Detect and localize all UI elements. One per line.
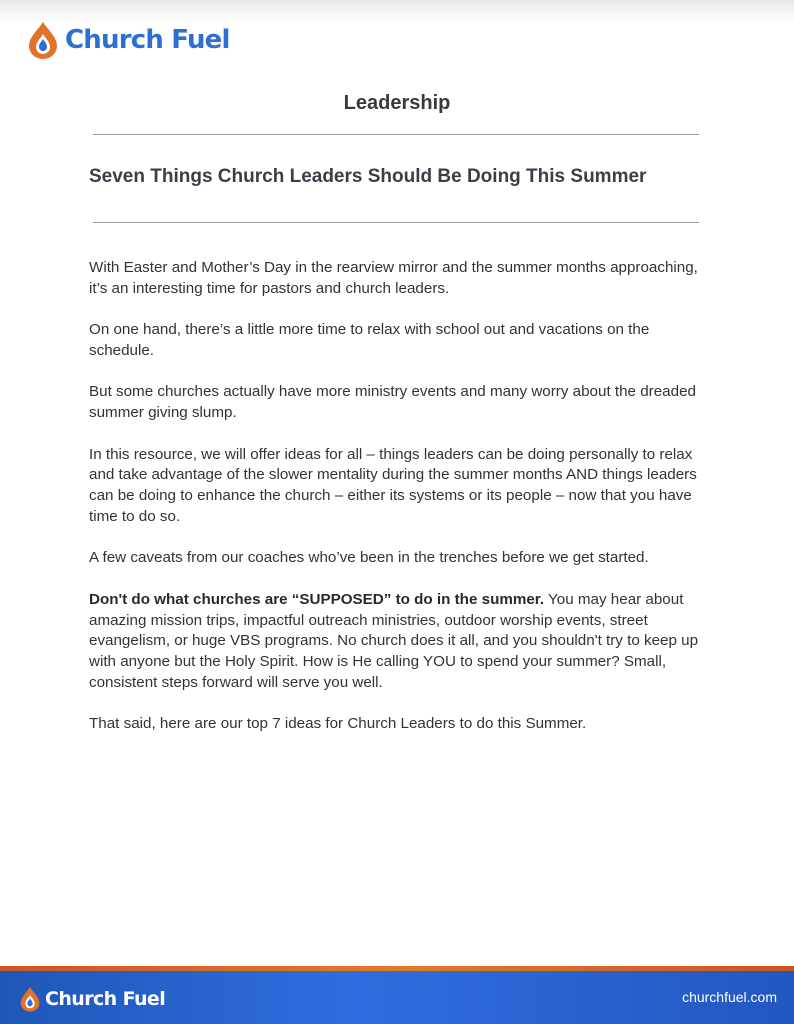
- paragraph-closing: That said, here are our top 7 ideas for Church Leaders to do this Summer.: [89, 715, 587, 733]
- section-label: Leadership: [343, 92, 451, 114]
- document-title: Seven Things Church Leaders Should Be Doing This Summer: [89, 166, 647, 187]
- footer: [0, 966, 794, 1024]
- caveat-text: You may hear about amazing mission trips, impactful outreach ministries, outdoor worship events, street evangelism, or huge VBS programs. No church does it all, and you shouldn't try to keep up with anyone but the Holy Spirit. How is He calling YOU to spend your summer? Small, consistent steps forward will serve you well.: [89, 590, 699, 691]
- divider-top: [93, 134, 699, 135]
- church-fuel-logo: [28, 20, 230, 60]
- caveat-heading: Don't do what churches are “SUPPOSED” to do in the summer.: [89, 590, 545, 608]
- paragraph-caveats: A few caveats from our coaches who’ve been in the trenches before we get started.: [89, 549, 649, 567]
- footer-logo: [20, 984, 165, 1014]
- divider-bottom: [93, 222, 699, 223]
- footer-brand-name: Church Fuel: [45, 988, 166, 1010]
- paragraph-caveat-supposed: [89, 590, 709, 694]
- paragraph-resource: In this resource, we will offer ideas for all – things leaders can be doing personally to relax and take advantage of the slower mentality during the summer months AND things leaders can be doing to enhance the church – either its systems or its people – now that you have time to do so.: [89, 445, 697, 525]
- paragraph-intro: With Easter and Mother’s Day in the rearview mirror and the summer months approaching, it’s an interesting time for pastors and church leaders.: [89, 259, 698, 297]
- brand-name: Church Fuel: [65, 25, 230, 55]
- flame-drop-icon: [20, 986, 40, 1012]
- flame-drop-icon: [28, 21, 58, 59]
- footer-url[interactable]: churchfuel.com: [682, 989, 777, 1005]
- paragraph-relax: On one hand, there’s a little more time to relax with school out and vacations on the schedule.: [89, 321, 650, 359]
- header-band: [0, 0, 794, 22]
- article-body: [89, 258, 709, 756]
- paragraph-events: But some churches actually have more ministry events and many worry about the dreaded summer giving slump.: [89, 383, 696, 422]
